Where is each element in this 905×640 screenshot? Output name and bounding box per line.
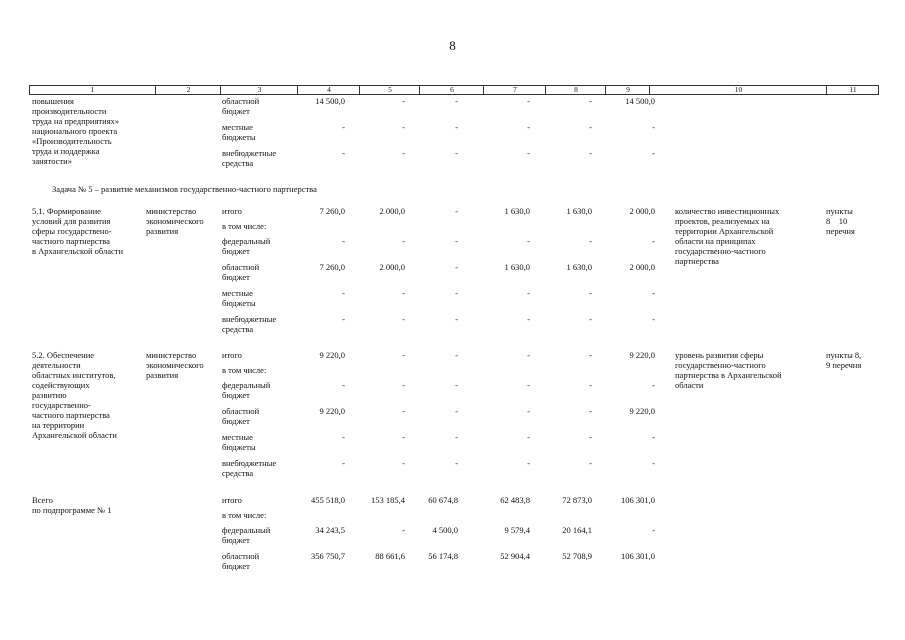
row-value: - — [527, 288, 530, 298]
row-value: - — [455, 206, 458, 216]
row-value: - — [455, 122, 458, 132]
row-source: областной бюджет — [222, 551, 260, 571]
row-value: - — [589, 380, 592, 390]
column-header-4: 4 — [297, 86, 360, 94]
block-name: Всего по подпрограмме № 1 — [32, 495, 112, 515]
row-value: - — [527, 96, 530, 106]
row-value: 9 220,0 — [319, 406, 345, 416]
row-value: - — [652, 122, 655, 132]
row-source: внебюджетные средства — [222, 148, 277, 168]
column-header-3: 3 — [220, 86, 298, 94]
row-value: 62 483,8 — [500, 495, 530, 505]
row-value: - — [589, 122, 592, 132]
row-value: - — [402, 288, 405, 298]
row-value: 1 630,0 — [566, 262, 592, 272]
row-value: - — [589, 96, 592, 106]
column-header-10: 10 — [649, 86, 827, 94]
row-value: - — [589, 458, 592, 468]
row-source: итого — [222, 206, 242, 216]
row-value: - — [455, 350, 458, 360]
row-value: - — [527, 432, 530, 442]
row-value: 7 260,0 — [319, 206, 345, 216]
row-value: 56 174,8 — [428, 551, 458, 561]
row-value: 2 000,0 — [629, 262, 655, 272]
row-value: - — [402, 122, 405, 132]
block-indicator: количество инвестиционных проектов, реализуемых на территории Архангельской области на принципах государственно-частного партнерства — [675, 206, 780, 266]
row-value: - — [455, 406, 458, 416]
row-value: - — [527, 314, 530, 324]
row-value: 34 243,5 — [315, 525, 345, 535]
row-value: 60 674,8 — [428, 495, 458, 505]
row-value: 356 750,7 — [311, 551, 345, 561]
row-value: 9 220,0 — [319, 350, 345, 360]
block-executor: министерство экономического развития — [146, 350, 204, 380]
block-name: повышения производительности труда на предприятиях» национального проекта «Производительность труда и поддержка занятости» — [32, 96, 120, 166]
block-unit: пункты 8 10 перечня — [826, 206, 855, 236]
block-unit: пункты 8, 9 перечня — [826, 350, 862, 370]
column-header-7: 7 — [483, 86, 546, 94]
task5-heading: Задача № 5 – развитие механизмов государственно-частного партнерства — [52, 184, 317, 194]
row-value: - — [589, 314, 592, 324]
row-value: - — [402, 380, 405, 390]
row-source: внебюджетные средства — [222, 314, 277, 334]
page-number: 8 — [449, 38, 456, 53]
row-value: 106 301,0 — [621, 551, 655, 561]
row-value: - — [652, 236, 655, 246]
row-value: - — [652, 148, 655, 158]
row-value: - — [402, 525, 405, 535]
block-indicator: уровень развития сферы государственно-частного партнерства в Архангельской области — [675, 350, 782, 390]
row-value: - — [652, 380, 655, 390]
row-source: местные бюджеты — [222, 432, 256, 452]
row-value: 20 164,1 — [562, 525, 592, 535]
block-name: 5.1. Формирование условий для развития сферы государствено- частного партнерства в Архангельской области — [32, 206, 124, 256]
row-value: - — [652, 432, 655, 442]
row-value: 14 500,0 — [625, 96, 655, 106]
row-source: областной бюджет — [222, 96, 260, 116]
row-value: 1 630,0 — [504, 262, 530, 272]
row-value: - — [342, 314, 345, 324]
row-value: - — [455, 458, 458, 468]
row-value: - — [342, 288, 345, 298]
column-header-11: 11 — [826, 86, 879, 94]
row-value: - — [527, 148, 530, 158]
row-value: - — [402, 350, 405, 360]
row-value: - — [455, 262, 458, 272]
column-header-6: 6 — [419, 86, 484, 94]
row-value: 153 185,4 — [371, 495, 405, 505]
row-value: - — [455, 96, 458, 106]
row-value: 52 708,9 — [562, 551, 592, 561]
row-value: 7 260,0 — [319, 262, 345, 272]
row-value: - — [589, 236, 592, 246]
row-value: - — [342, 458, 345, 468]
row-source: областной бюджет — [222, 406, 260, 426]
row-value: - — [455, 432, 458, 442]
row-value: - — [455, 148, 458, 158]
row-source: местные бюджеты — [222, 122, 256, 142]
row-value: - — [527, 380, 530, 390]
row-value: - — [402, 148, 405, 158]
row-value: - — [589, 148, 592, 158]
row-value: - — [589, 406, 592, 416]
row-value: - — [342, 380, 345, 390]
row-source: итого — [222, 350, 242, 360]
row-value: 9 220,0 — [629, 406, 655, 416]
row-source: федеральный бюджет — [222, 236, 271, 256]
column-header-2: 2 — [155, 86, 221, 94]
row-source: в том числе: — [222, 365, 267, 375]
row-value: - — [527, 406, 530, 416]
block-name: 5.2. Обеспечение деятельности областных институтов, содействующих развитию государственно- частного партнерства на территории Архангельской области — [32, 350, 117, 440]
row-value: - — [652, 458, 655, 468]
column-header-9: 9 — [605, 86, 650, 94]
row-value: 1 630,0 — [504, 206, 530, 216]
column-header-5: 5 — [359, 86, 420, 94]
row-value: 1 630,0 — [566, 206, 592, 216]
row-value: - — [402, 236, 405, 246]
row-value: 88 661,6 — [375, 551, 405, 561]
row-value: - — [652, 314, 655, 324]
row-value: - — [527, 236, 530, 246]
row-value: 9 579,4 — [504, 525, 530, 535]
row-value: - — [402, 406, 405, 416]
row-value: 52 904,4 — [500, 551, 530, 561]
row-source: внебюджетные средства — [222, 458, 277, 478]
row-source: местные бюджеты — [222, 288, 256, 308]
column-header-row — [29, 85, 879, 95]
row-value: - — [589, 432, 592, 442]
row-value: - — [455, 314, 458, 324]
row-value: - — [652, 288, 655, 298]
row-value: 14 500,0 — [315, 96, 345, 106]
column-header-8: 8 — [545, 86, 606, 94]
row-value: 2 000,0 — [379, 262, 405, 272]
row-value: - — [527, 350, 530, 360]
row-value: 2 000,0 — [629, 206, 655, 216]
row-value: - — [402, 96, 405, 106]
row-value: - — [342, 122, 345, 132]
row-value: - — [589, 288, 592, 298]
row-source: в том числе: — [222, 510, 267, 520]
row-source: в том числе: — [222, 221, 267, 231]
row-value: - — [402, 432, 405, 442]
row-value: - — [527, 458, 530, 468]
row-value: - — [652, 525, 655, 535]
row-value: - — [342, 432, 345, 442]
row-value: 455 518,0 — [311, 495, 345, 505]
row-source: итого — [222, 495, 242, 505]
row-source: областной бюджет — [222, 262, 260, 282]
column-header-1: 1 — [90, 85, 95, 94]
row-value: - — [455, 236, 458, 246]
row-value: - — [402, 458, 405, 468]
block-executor: министерство экономического развития — [146, 206, 204, 236]
row-value: 106 301,0 — [621, 495, 655, 505]
row-value: 4 500,0 — [432, 525, 458, 535]
row-value: 72 873,0 — [562, 495, 592, 505]
row-value: - — [402, 314, 405, 324]
row-value: - — [589, 350, 592, 360]
row-value: - — [342, 148, 345, 158]
row-value: - — [455, 288, 458, 298]
row-source: федеральный бюджет — [222, 380, 271, 400]
row-value: 2 000,0 — [379, 206, 405, 216]
row-value: - — [455, 380, 458, 390]
row-value: 9 220,0 — [629, 350, 655, 360]
row-value: - — [527, 122, 530, 132]
row-value: - — [342, 236, 345, 246]
row-source: федеральный бюджет — [222, 525, 271, 545]
